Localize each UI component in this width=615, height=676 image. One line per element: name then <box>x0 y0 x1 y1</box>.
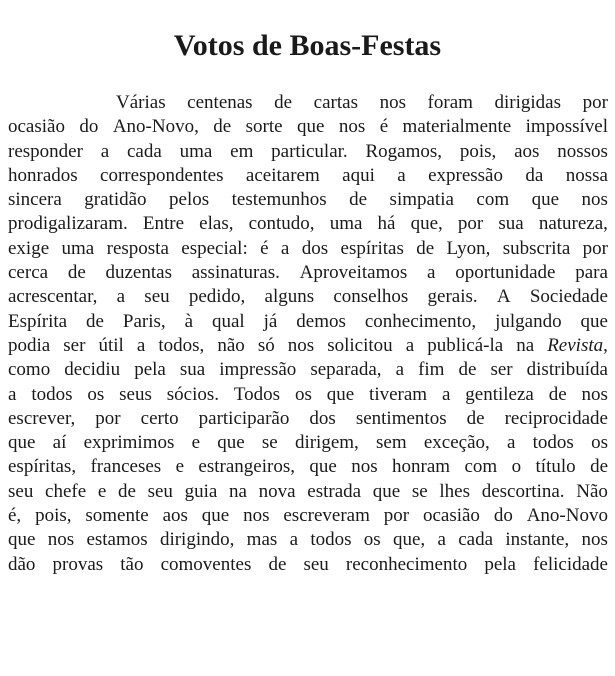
text-line: honrados correspondentes aceitarem aqui a expressão da nossa <box>8 164 608 186</box>
text-line: como decidiu pela sua impressão separada, a fim de ser distribuída <box>8 359 608 381</box>
text-line: seu chefe e de seu guia na nova estrada que se lhes descortina. Não <box>8 480 608 502</box>
page-title: Votos de Boas-Festas <box>173 29 442 62</box>
text-line: sincera gratidão pelos testemunhos de simpatia com que nos <box>8 189 608 211</box>
text-line: acrescentar, a seu pedido, alguns conselhos gerais. A Sociedade <box>8 286 608 308</box>
text-line: exige uma resposta especial: é a dos espíritas de Lyon, subscrita por <box>8 237 608 259</box>
text-line: a todos os seus sócios. Todos os que tiveram a gentileza de nos <box>8 383 608 405</box>
text-line: Espírita de Paris, à qual já demos conhecimento, julgando que <box>8 310 608 332</box>
text-line: é, pois, somente aos que nos escreveram por ocasião do Ano-Novo <box>8 505 608 527</box>
text-line: cerca de duzentas assinaturas. Aproveitamos a oportunidade para <box>8 262 608 284</box>
text-line: prodigalizaram. Entre elas, contudo, uma há que, por sua natureza, <box>8 213 608 235</box>
body-paragraph <box>8 91 608 577</box>
text-line: responder a cada uma em particular. Rogamos, pois, aos nossos <box>8 140 608 162</box>
text-line: escrever, por certo participarão dos sentimentos de reciprocidade <box>8 407 608 429</box>
text-line: podia ser útil a todos, não só nos solicitou a publicá-la na Revista, <box>8 334 608 356</box>
text-line: que aí exprimimos e que se dirigem, sem exceção, a todos os <box>8 432 608 454</box>
text-line: que nos estamos dirigindo, mas a todos os que, a cada instante, nos <box>8 529 608 551</box>
text-line: Várias centenas de cartas nos foram dirigidas por <box>116 92 608 113</box>
text-line: espíritas, franceses e estrangeiros, que nos honram com o título de <box>8 456 608 478</box>
text-line: ocasião do Ano-Novo, de sorte que nos é materialmente impossível <box>8 116 608 138</box>
text-line: dão provas tão comoventes de seu reconhecimento pela felicidade <box>8 553 608 575</box>
